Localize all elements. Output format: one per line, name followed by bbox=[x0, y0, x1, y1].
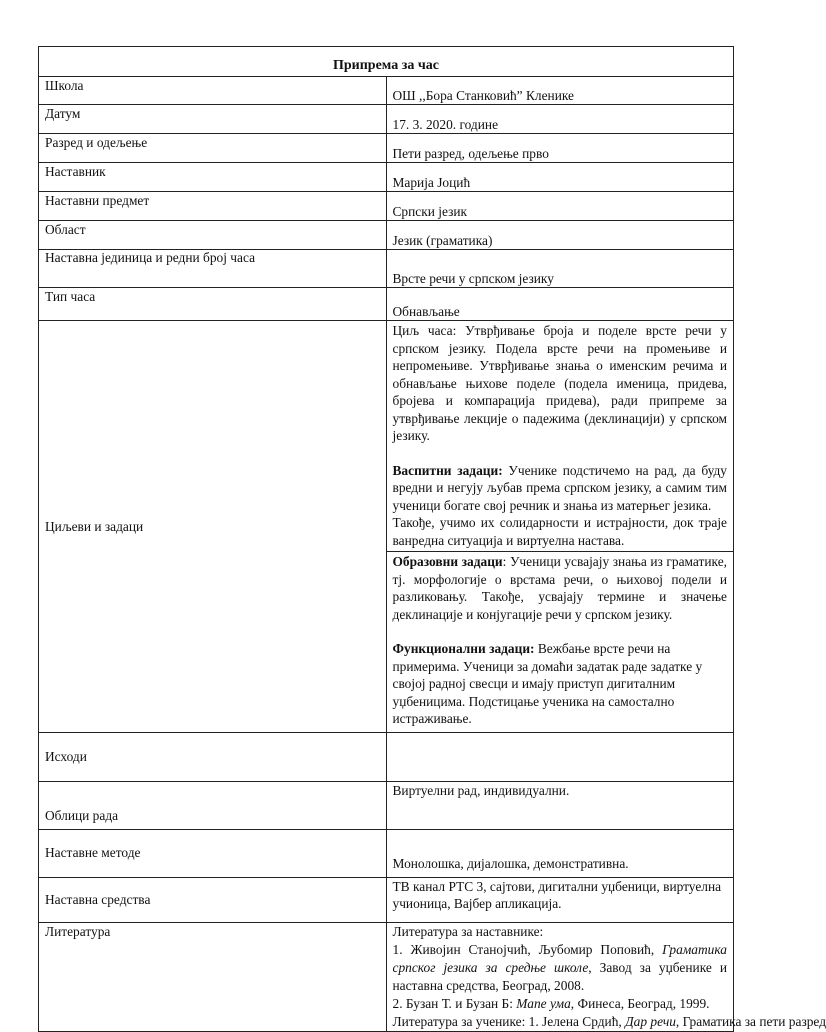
educational-tasks-text2: Такође, учимо их солидарности и истрајности, док траје ванредна ситуација и виртуелна настава. bbox=[387, 514, 734, 552]
outcomes-label: Исходи bbox=[39, 732, 387, 781]
type-label: Тип часа bbox=[39, 288, 387, 321]
educational-tasks bbox=[387, 462, 734, 515]
literature-teachers-heading: Литература за наставнике: bbox=[392, 923, 544, 939]
subject-value: Српски језик bbox=[386, 192, 734, 221]
literature-item-1 bbox=[393, 941, 728, 995]
subject-label: Наставни предмет bbox=[39, 192, 387, 221]
formative-tasks bbox=[387, 552, 734, 623]
school-value: ОШ ,,Бора Станковић” Кленике bbox=[386, 77, 734, 105]
literature-item-1-publisher: , Завод за уџбенике и наставна средства, Београд, 2008. bbox=[392, 959, 727, 993]
literature-students bbox=[392, 1013, 826, 1031]
type-value: Обнављање bbox=[386, 288, 734, 321]
resources-value: ТВ канал РТС 3, сајтови, дигитални уџбеници, виртуелна учионица, Вајбер апликација. bbox=[386, 877, 734, 922]
literature-students-suffix: , Граматика за пети разред bbox=[675, 1013, 826, 1029]
literature-students-title: Дар речи bbox=[625, 1013, 676, 1029]
goals-cell bbox=[386, 321, 734, 733]
document-title: Припрема за час bbox=[39, 47, 734, 77]
unit-label: Наставна јединица и редни број часа bbox=[39, 250, 387, 288]
formative-tasks-label: Образовни задаци bbox=[392, 554, 503, 569]
functional-tasks bbox=[387, 640, 734, 732]
teacher-label: Наставник bbox=[39, 163, 387, 192]
date-label: Датум bbox=[39, 105, 387, 134]
methods-value: Монолошка, дијалошка, демонстративна. bbox=[386, 829, 734, 877]
area-label: Област bbox=[39, 221, 387, 250]
functional-tasks-label: Функционални задаци: bbox=[392, 641, 535, 656]
literature-item-1-authors: 1. Живојин Станојчић, Љубомир Поповић, bbox=[392, 941, 663, 957]
unit-value: Врсте речи у српском језику bbox=[386, 250, 734, 288]
area-value: Језик (граматика) bbox=[386, 221, 734, 250]
educational-tasks-text: Ученике подстичемо на рад, да буду вредни и негују љубав према српском језику, а самим тим ученици богате свој речник и знања из матерњег језика. bbox=[392, 462, 727, 513]
resources-label: Наставна средства bbox=[39, 877, 387, 922]
outcomes-value bbox=[386, 732, 734, 781]
literature-label: Литература bbox=[39, 922, 387, 1031]
literature-item-2-title: Мапе ума bbox=[516, 995, 571, 1011]
literature-cell bbox=[386, 922, 826, 1031]
formative-tasks-text: : Ученици усвајају знања из граматике, тј. морфологије о врстама речи, о њиховој подели и разликовању. Такође, усвајају термине и значење деклинације и конјугације речи у српском језику. bbox=[392, 554, 727, 622]
methods-label: Наставне методе bbox=[39, 829, 387, 877]
date-value: 17. 3. 2020. године bbox=[386, 105, 734, 134]
functional-tasks-text: Вежбање врсте речи на примерима. Ученици за домаћи задатак раде задатке у својој радној свесци и имају приступ дигиталним уџбеницима. Подстицање ученика на самостално истраживање. bbox=[392, 641, 703, 726]
literature-item-2-publisher: , Финеса, Београд, 1999. bbox=[570, 995, 710, 1011]
goals-label: Циљеви и задаци bbox=[39, 321, 387, 733]
literature-item-2 bbox=[393, 995, 728, 1013]
forms-label: Облици рада bbox=[39, 781, 387, 829]
educational-tasks-label: Васпитни задаци: bbox=[392, 462, 503, 478]
school-label: Школа bbox=[39, 77, 387, 105]
grade-value: Пети разред, одељење прво bbox=[386, 134, 734, 163]
teacher-value: Марија Јоцић bbox=[386, 163, 734, 192]
literature-item-2-authors: 2. Бузан Т. и Бузан Б: bbox=[392, 995, 517, 1011]
lesson-plan-table bbox=[38, 46, 826, 1032]
forms-value: Виртуелни рад, индивидуални. bbox=[386, 781, 734, 829]
aim-text: Циљ часа: Утврђивање броја и поделе врсте речи у српском језику. Подела врсте речи на промењиве и непромењиве. Утврђивање знања о именским речима и обнављање њихове поделе (подела именица, придева, бројева и компарација придева), ради припреме за утврђивање лекције о падежима (деклинацији) у српском језику. bbox=[392, 323, 727, 443]
grade-label: Разред и одељење bbox=[39, 134, 387, 163]
literature-students-prefix: Литература за ученике: 1. Јелена Срдић, bbox=[392, 1013, 626, 1029]
literature-item-1-title: Граматика српског језика за средње школе bbox=[392, 941, 727, 975]
